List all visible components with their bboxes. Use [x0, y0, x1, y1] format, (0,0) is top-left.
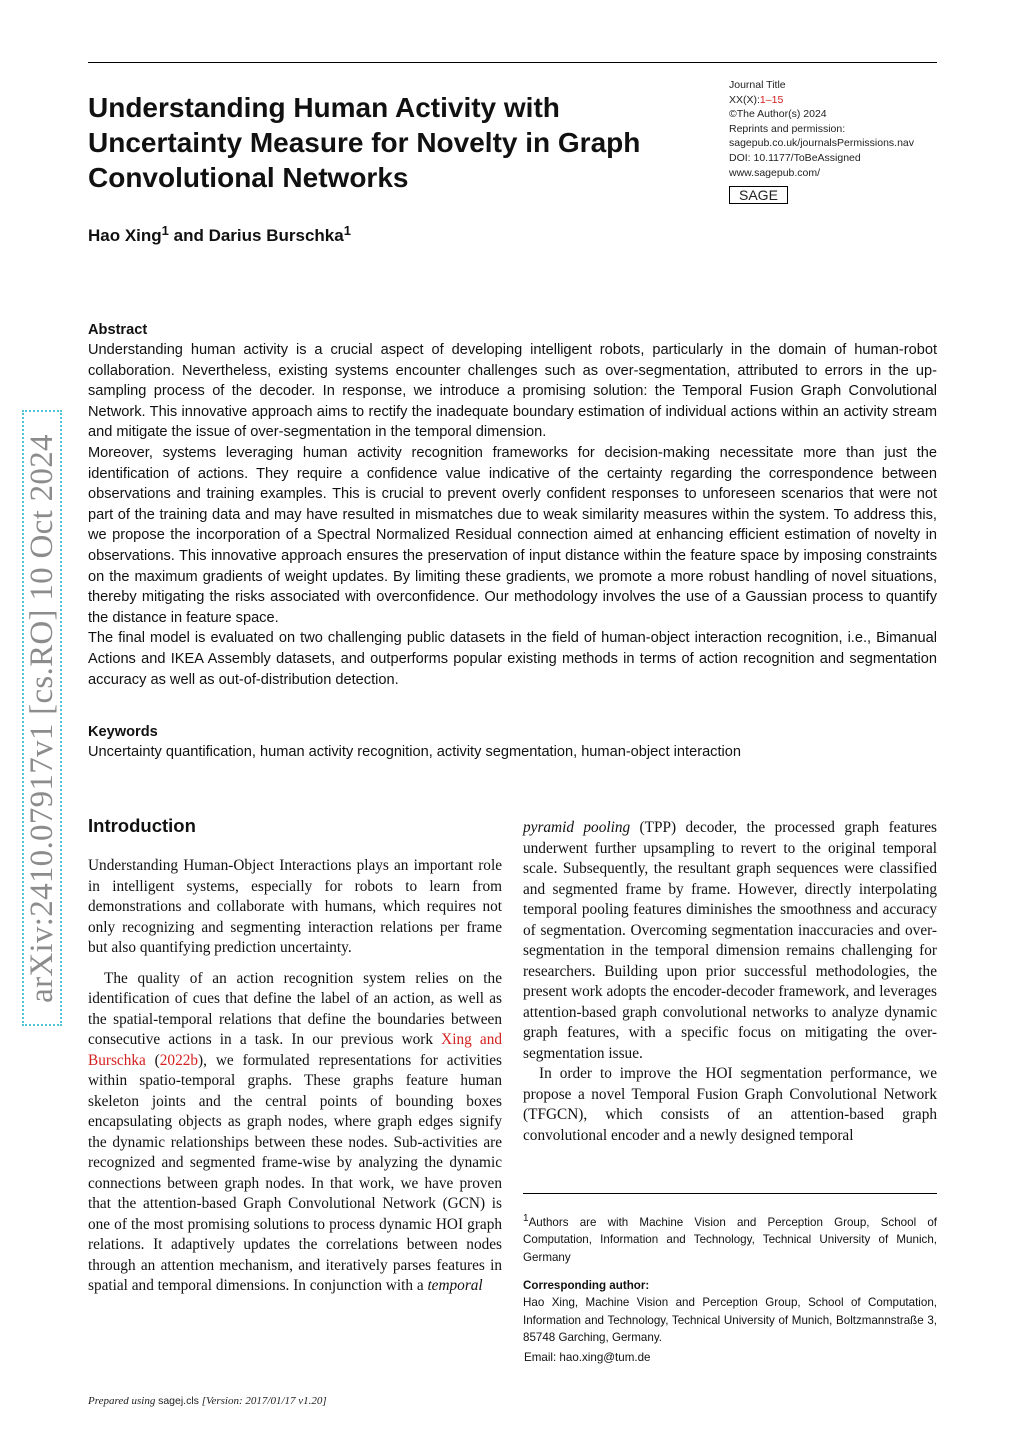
journal-volume: XX(X):1–15: [729, 93, 784, 106]
footnote-rule: [523, 1193, 937, 1194]
column-left: [88, 856, 502, 1297]
corresponding-address: Hao Xing, Machine Vision and Perception Group, School of Computation, Information and Technology, Technical University of Munich, Boltzmannstraße 3, 85748 Garching, Germany.: [523, 1296, 937, 1344]
footer-prepared: Prepared using sagej.cls [Version: 2017/01/17 v1.20]: [88, 1395, 327, 1407]
permissions-url: sagepub.co.uk/journalsPermissions.nav: [729, 137, 915, 150]
abstract-paragraph: Understanding human activity is a crucial aspect of developing intelligent robots, particularly in the domain of human-robot collaboration. Nevertheless, existing systems encounter challenges such as over-segmentation, attributed to errors in the up-sampling process of the decoder. In response, we introduce a promising solution: the Temporal Fusion Graph Convolutional Network. This innovative approach aims to rectify the inadequate boundary estimation of individual actions within an activity stream and mitigate the issue of over-segmentation in the temporal dimension.: [88, 342, 937, 441]
corresponding-author: [523, 1277, 937, 1346]
journal-meta: [729, 78, 914, 205]
author-name: Darius Burschka: [208, 226, 344, 245]
body-paragraph: Understanding Human-Object Interactions plays an important role in intelligent systems, especially for robots to learn from demonstrations and collaborate with humans, which requires not only recognizing and segmenting interaction relations per frame but also quantifying prediction uncertainty.: [88, 857, 502, 956]
footnote-mark: 1: [523, 1213, 529, 1224]
author-line: Hao Xing$^1$ and Darius Burschka$^1$: [88, 223, 351, 245]
citation-year-link[interactable]: 2022b: [159, 1051, 199, 1069]
corresponding-label: Corresponding author:: [523, 1279, 650, 1292]
page-range-link[interactable]: 1–15: [759, 93, 784, 106]
citation-link[interactable]: Xing and Burschka: [88, 1031, 502, 1069]
copyright: ©The Author(s) 2024: [729, 108, 827, 121]
body-paragraph: pyramid pooling (TPP) decoder, the processed graph features underwent further upsampling to revert to the original temporal scale. Subsequently, the resultant graph sequences were classified and segmented frame by frame. However, directly interpolating temporal pooling features diminishes the smoothness and accuracy of segmentation. Overcoming segmentation inaccuracies and over-segmentation in the temporal dimension remains challenging for researchers. Building upon prior successful methodologies, the present work adopts the encoder-decoder framework, and leverages attention-based graph convolutional networks to analyze dynamic graph features, with a specific focus on mitigating the over-segmentation issue.: [523, 819, 937, 1062]
website: www.sagepub.com/: [729, 166, 821, 179]
abstract-heading: Abstract: [88, 322, 148, 338]
top-rule: [88, 62, 937, 63]
affiliation-footnote: $^1$Authors are with Machine Vision and Perception Group, School of Computation, Information and Technology, Technical University of Munich, Germany: [523, 1213, 937, 1264]
author-name: Hao Xing: [88, 226, 162, 245]
class-file: sagej.cls: [158, 1395, 199, 1407]
section-heading-introduction: Introduction: [88, 815, 196, 836]
abstract: [88, 320, 937, 690]
doi: DOI: 10.1177/ToBeAssigned: [729, 151, 861, 164]
arxiv-stamp: [22, 410, 62, 1026]
body-paragraph: The quality of an action recognition system relies on the identification of cues that define the label of an action, as well as the spatial-temporal relations that define the boundaries between consecutive actions in a task. In our previous work Xing and Burschka (2022b), we formulated representations for activities within spatio-temporal graphs. These graphs feature human skeleton joints and the central points of bounding boxes encapsulating objects as graph nodes, where graph edges signify the dynamic relationships between these nodes. Sub-activities are recognized and segmented frame-wise by analyzing the dynamic connections between graph nodes. In that work, we have proven that the attention-based Graph Convolutional Network (GCN) is one of the most promising solutions to process dynamic HOI graph relations. It adaptively updates the correlations between nodes through an attention mechanism, and iteratively parses features in spatial and temporal dimensions. In conjunction with a temporal: [88, 969, 503, 1294]
affiliation-mark: 1: [343, 223, 351, 238]
paper-title: Understanding Human Activity with Uncertainty Measure for Novelty in Graph Convolutional Networks: [88, 92, 641, 193]
arxiv-id: arXiv:2410.07917v1 [cs.RO] 10 Oct 2024: [23, 433, 60, 1003]
sage-logo: SAGE: [729, 186, 788, 204]
reprints-label: Reprints and permission:: [729, 122, 846, 135]
affiliation-mark: 1: [161, 223, 169, 238]
keywords-heading: Keywords: [88, 724, 158, 740]
body-paragraph: In order to improve the HOI segmentation performance, we propose a novel Temporal Fusion Graph Convolutional Network (TFGCN), which consists of an attention-based graph convolutional encoder and a newly designed temporal: [523, 1065, 937, 1144]
abstract-paragraph: The final model is evaluated on two challenging public datasets in the field of human-object interaction recognition, i.e., Bimanual Actions and IKEA Assembly datasets, and outperforms popular existing methods in terms of action recognition and segmentation accuracy as well as out-of-distribution detection.: [88, 630, 937, 688]
keywords-text: Uncertainty quantification, human activity recognition, activity segmentation, human-object interaction: [88, 744, 742, 760]
abstract-paragraph: Moreover, systems leveraging human activity recognition frameworks for decision-making necessitate more than just the identification of actions. They require a confidence value indicative of the certainty regarding the correspondence between observations and training examples. This is crucial to prevent overly confident responses to unforeseen scenarios that were not part of the training data and may have resulted in mismatches due to weak similarity measures within the system. To address this, we propose the incorporation of a Spectral Normalized Residual connection aimed at enhancing efficient estimation of novelty in observations. This innovative approach ensures the preservation of input distance within the feature space by imposing constraints on the maximum gradients of weight updates. By limiting these gradients, we promote a more robust handling of novel situations, thereby mitigating the risks associated with overconfidence. Our methodology involves the use of a Gaussian process to quantify the distance in feature space.: [88, 444, 937, 626]
column-right: [523, 818, 937, 1146]
corresponding-email: Email: hao.xing@tum.de: [524, 1351, 651, 1364]
journal-title: Journal Title: [729, 79, 786, 91]
keywords: [88, 722, 937, 762]
